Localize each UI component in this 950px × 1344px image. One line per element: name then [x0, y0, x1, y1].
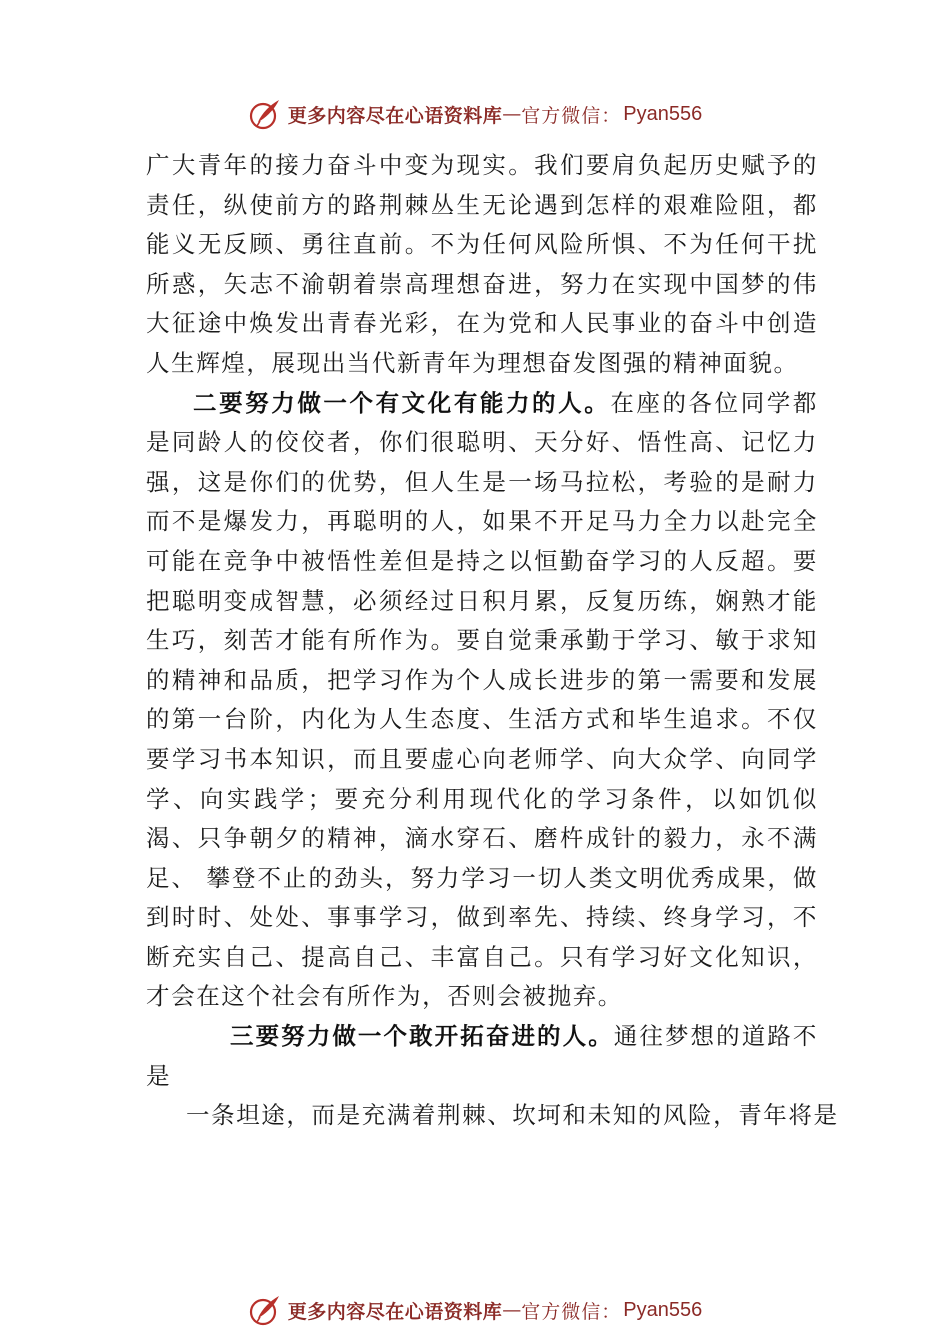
banner-separator: —: [502, 103, 522, 125]
paragraph-3-continuation: 一条坦途，而是充满着荆棘、坎坷和未知的风险，青年将是: [186, 1101, 839, 1130]
paragraph-3: [146, 1017, 818, 1096]
quill-logo-icon: [248, 1293, 282, 1327]
header-banner: [0, 94, 950, 134]
banner-title: 更多内容尽在心语资料库: [287, 1300, 503, 1323]
banner-wechat-label: 官方微信：: [521, 104, 622, 127]
paragraph-2-text: 在座的各位同学都是同龄人的佼佼者，你们很聪明、天分好、悟性高、记忆力强，这是你们的优势，但人生是一场马拉松，考验的是耐力而不是爆发力，再聪明的人，如果不开足马力全力以赴完全可能在竞争中被悟性差但是持之以恒勤奋学习的人反超。要把聪明变成智慧，必须经过日积月累，反复历练，娴熟才能生巧，刻苦才能有所作为。要自觉秉承勤于学习、敏于求知的精神和品质，把学习作为个人成长进步的第一需要和发展的第一台阶，内化为人生态度、生活方式和毕生追求。不仅要学习书本知识，而且要虚心向老师学、向大众学、向同学学、向实践学；要充分利用现代化的学习条件，以如饥似渴、只争朝夕的精神，滴水穿石、磨杵成针的毅力，永不满足、 攀登不止的劲头，努力学习一切人类文明优秀成果，做到时时、处处、事事学习，做到率先、持续、终身学习，不断充实自己、提高自己、丰富自己。只有学习好文化知识，才会在这个社会有所作为，否则会被抛弃。: [146, 388, 818, 1011]
banner-title: 更多内容尽在心语资料库: [287, 104, 503, 127]
banner-wechat-id: Pyan556: [623, 1298, 703, 1321]
banner-wechat-id: Pyan556: [623, 102, 703, 125]
paragraph-3-text: 通往梦想的道路不是: [146, 1022, 818, 1090]
quill-logo-icon: [248, 97, 282, 131]
paragraph-2: [146, 384, 818, 1018]
footer-banner: [0, 1290, 950, 1330]
banner-separator: —: [502, 1299, 522, 1321]
document-body: [146, 146, 839, 1136]
paragraph-2-heading: 二要努力做一个有文化有能力的人。: [193, 388, 611, 417]
banner-wechat-label: 官方微信：: [521, 1300, 622, 1323]
paragraph-1: 广大青年的接力奋斗中变为现实。我们要肩负起历史赋予的责任，纵使前方的路荆棘丛生无论遇到怎样的艰难险阻，都能义无反顾、勇往直前。不为任何风险所惧、不为任何干扰所惑，矢志不渝朝着崇高理想奋进，努力在实现中国梦的伟大征途中焕发出青春光彩，在为党和人民事业的奋斗中创造人生辉煌，展现出当代新青年为理想奋发图强的精神面貌。: [146, 151, 818, 377]
paragraph-3-heading: 三要努力做一个敢开拓奋进的人。: [230, 1022, 614, 1051]
